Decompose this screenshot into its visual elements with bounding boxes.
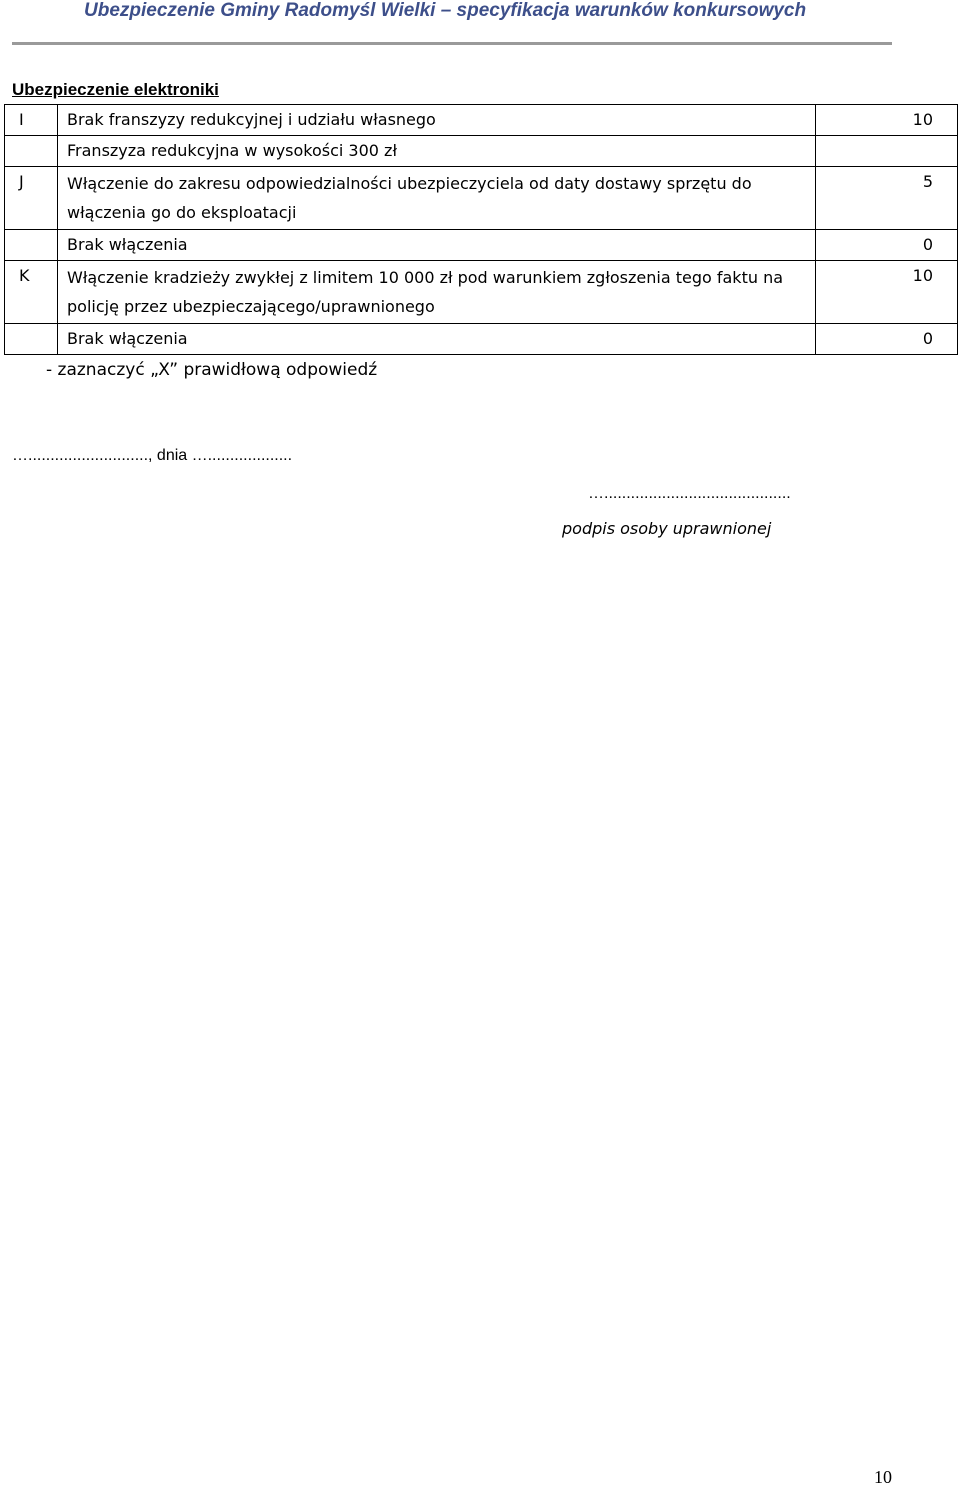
page-number: 10 <box>874 1467 892 1487</box>
criterion-points <box>816 136 958 167</box>
criterion-letter <box>5 324 58 355</box>
criterion-description: Brak włączenia <box>58 324 816 355</box>
criterion-points: 10 <box>816 261 958 324</box>
criterion-letter <box>5 136 58 167</box>
header-rule <box>12 42 892 45</box>
criteria-table <box>4 104 958 355</box>
section-heading: Ubezpieczenie elektroniki <box>12 80 219 99</box>
criterion-points: 5 <box>816 167 958 230</box>
table-row <box>5 167 958 230</box>
signature-label: podpis osoby uprawnionej <box>562 519 772 538</box>
running-header: Ubezpieczenie Gminy Radomyśl Wielki – specyfikacja warunków konkursowych <box>84 0 807 21</box>
table-row <box>5 105 958 136</box>
criterion-points: 10 <box>816 105 958 136</box>
criterion-description: Włączenie do zakresu odpowiedzialności ubezpieczyciela od daty dostawy sprzętu do włączenia go do eksploatacji <box>58 167 816 230</box>
table-row <box>5 261 958 324</box>
criterion-points: 0 <box>816 324 958 355</box>
place-date-line: …..........................., dnia …................... <box>12 447 293 464</box>
table-row <box>5 136 958 167</box>
table-row <box>5 324 958 355</box>
criterion-description: Brak franszyzy redukcyjnej i udziału własnego <box>58 105 816 136</box>
instruction-note: - zaznaczyć „X” prawidłową odpowiedź <box>46 360 378 380</box>
criterion-letter: I <box>5 105 58 136</box>
criterion-description: Brak włączenia <box>58 230 816 261</box>
criterion-letter <box>5 230 58 261</box>
criterion-letter: J <box>5 167 58 230</box>
signature-line: ….......................................... <box>588 485 791 502</box>
criterion-description: Franszyza redukcyjna w wysokości 300 zł <box>58 136 816 167</box>
table-row <box>5 230 958 261</box>
criterion-description: Włączenie kradzieży zwykłej z limitem 10 000 zł pod warunkiem zgłoszenia tego faktu na policję przez ubezpieczającego/uprawnionego <box>58 261 816 324</box>
criterion-points: 0 <box>816 230 958 261</box>
criterion-letter: K <box>5 261 58 324</box>
